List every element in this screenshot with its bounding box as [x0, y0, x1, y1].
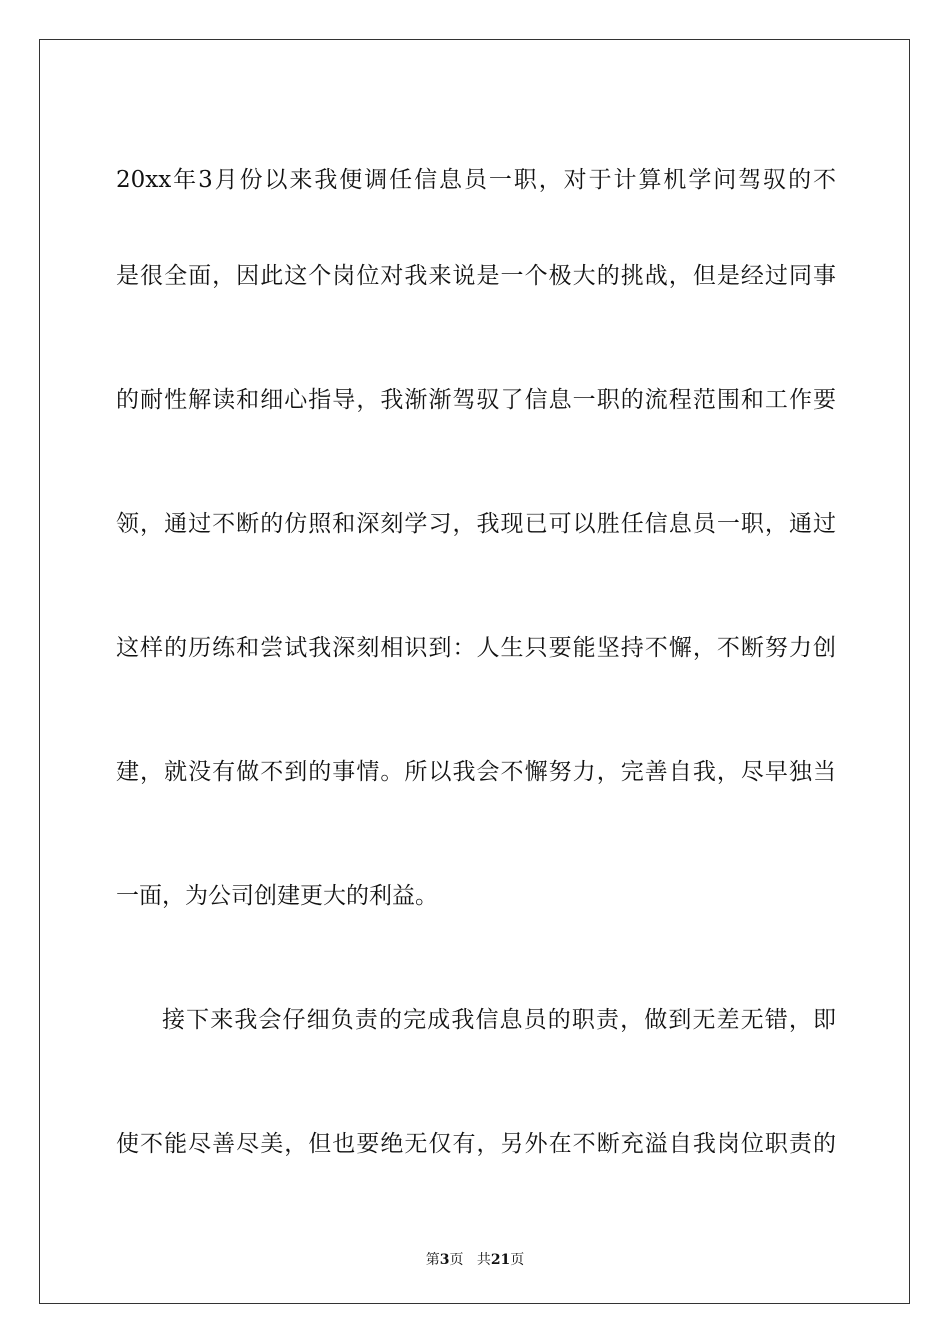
text-line-1: 20xx年3月份以来我便调任信息员一职，对于计算机学问驾驭的不: [116, 167, 836, 193]
footer-total-pages: 21: [490, 1252, 511, 1268]
text-line-9: 使不能尽善尽美，但也要绝无仅有，另外在不断充溢自我岗位职责的: [116, 1131, 836, 1157]
text-line-5: 这样的历练和尝试我深刻相识到：人生只要能坚持不懈，不断努力创: [116, 635, 836, 661]
text-line-3: 的耐性解读和细心指导，我渐渐驾驭了信息一职的流程范围和工作要: [116, 387, 836, 413]
text-line-7: 一面，为公司创建更大的利益。: [116, 883, 438, 909]
page-border: [39, 39, 910, 1304]
footer-total-prefix: 共: [476, 1252, 491, 1268]
text-line-8: 接下来我会仔细负责的完成我信息员的职责，做到无差无错，即: [162, 1007, 836, 1033]
text-line-2: 是很全面，因此这个岗位对我来说是一个极大的挑战，但是经过同事: [116, 263, 836, 289]
footer-total-suffix: 页: [510, 1252, 525, 1268]
footer-page-number: 3: [439, 1252, 450, 1268]
text-line-4: 领，通过不断的仿照和深刻学习，我现已可以胜任信息员一职，通过: [116, 511, 836, 537]
footer-page-prefix: 第: [425, 1252, 440, 1268]
footer-page-suffix: 页: [449, 1252, 464, 1268]
text-line-6: 建，就没有做不到的事情。所以我会不懈努力，完善自我，尽早独当: [116, 759, 836, 785]
page-footer: [0, 1249, 950, 1269]
